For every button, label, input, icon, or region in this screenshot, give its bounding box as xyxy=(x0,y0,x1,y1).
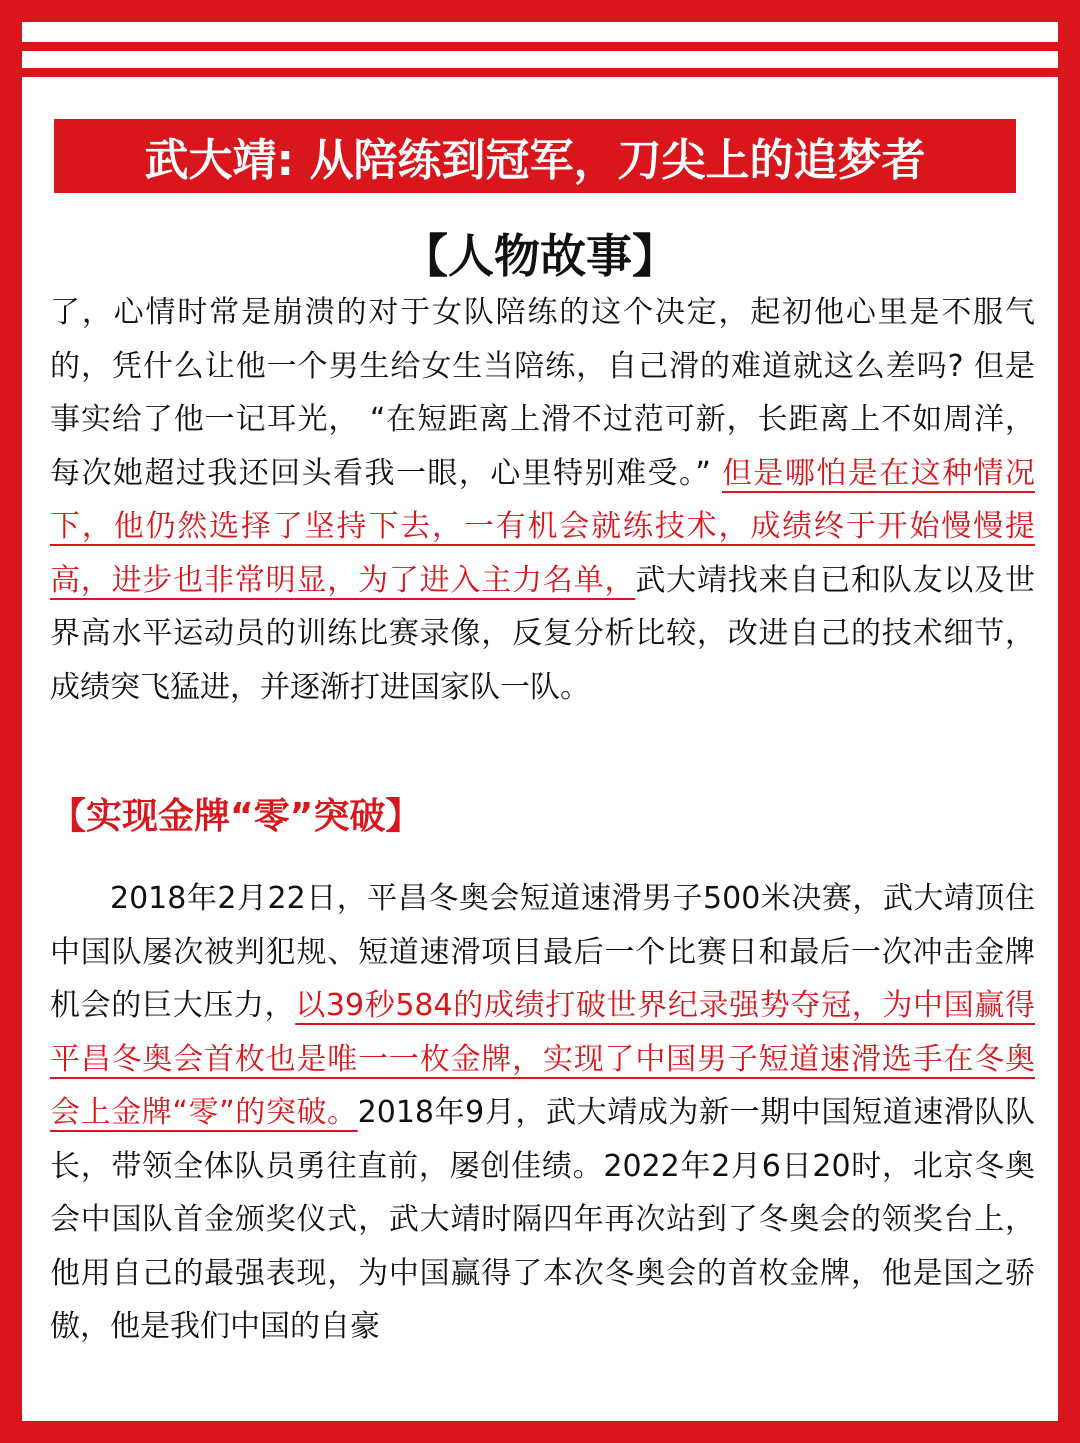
story-text-end: 武大靖找来自已和队友以及世界高水平运动员的训练比赛录像，反复分析比较，改进自己的技术细节，成绩突飞猛进，并逐渐打进国家队一队。 xyxy=(50,562,1036,705)
title-banner xyxy=(54,119,1016,193)
top-stripe xyxy=(22,42,1058,51)
section-heading-gold: 【实现金牌“零”突破】 xyxy=(50,796,422,837)
gold-paragraph xyxy=(50,872,1035,1354)
story-text-start: 了，心情时常是崩溃的对于女队陪练的这个决定，起初他心里是不服气的，凭什么让他一个男生给女生当陪练，自己滑的难道就这么差吗? 但是事实给了他一记耳光， “在短距离上滑不过范可新，长距离上不如周洋，每次她超过我还回头看我一眼，心里特别难受。” xyxy=(50,295,1035,491)
top-stripe-2 xyxy=(22,68,1058,77)
poster-frame xyxy=(22,22,1058,1421)
story-paragraph xyxy=(50,286,1035,714)
section-heading-story: 【人物故事】 xyxy=(402,229,678,283)
gold-text-start: 2018年2月22日，平昌冬奥会短道速滑男子500米决赛，武大靖顶住中国队屡次被判犯规、短道速滑项目最后一个比赛日和最后一次冲击金牌机会的巨大压力， xyxy=(50,881,1035,1023)
page-title: 武大靖: 从陪练到冠军，刀尖上的追梦者 xyxy=(144,135,926,186)
gold-text-end: 2018年9月，武大靖成为新一期中国短道速滑队队长，带领全体队员勇往直前，屡创佳绩。2022年2月6日20时，北京冬奥会中国队首金颁奖仪式，武大靖时隔四年再次站到了冬奥会的领奖台上，他用自己的最强表现，为中国赢得了本次冬奥会的首枚金牌，他是国之骄傲，他是我们中国的自豪 xyxy=(50,1095,1035,1344)
story-highlight: 但是哪怕是在这种情况下，他仍然选择了坚持下去，一有机会就练技术，成绩终于开始慢慢提高，进步也非常明显，为了进入主力名单， xyxy=(50,455,1036,598)
gold-highlight: 以39秒584的成绩打破世界纪录强势夺冠，为中国赢得平昌冬奥会首枚也是唯一一枚金牌，实现了中国男子短道速滑选手在冬奥会上金牌“零”的突破。 xyxy=(50,988,1035,1130)
